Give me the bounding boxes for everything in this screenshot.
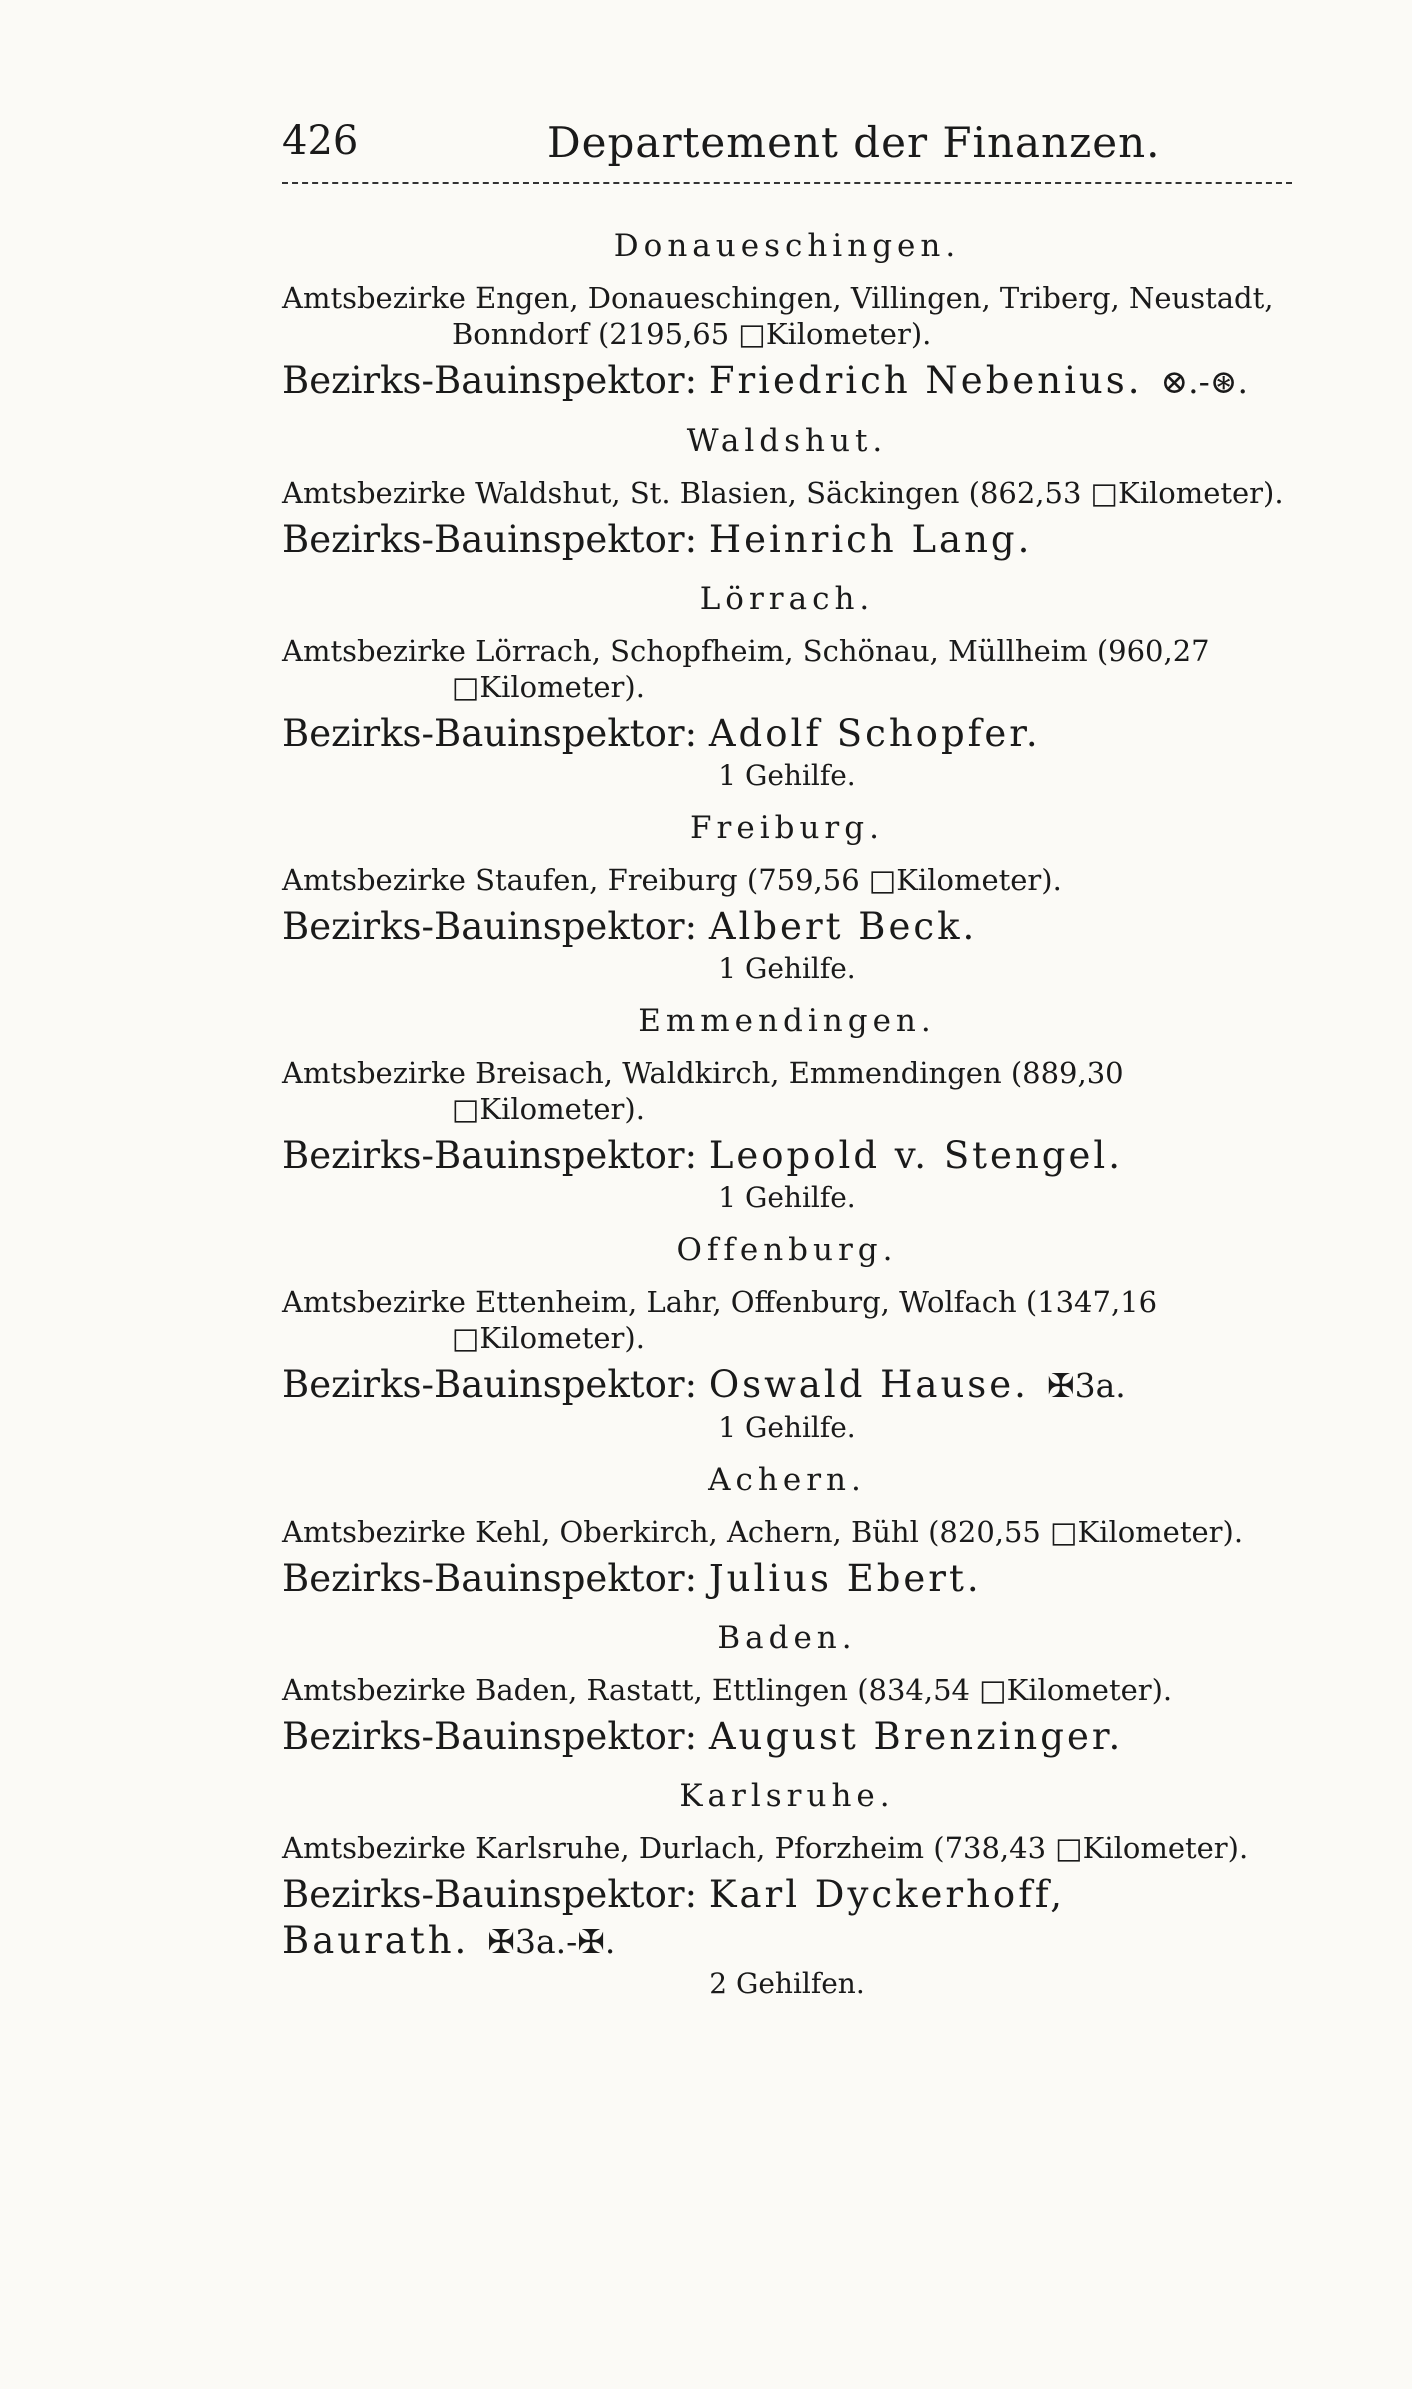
assistants-count: 1 Gehilfe. bbox=[718, 1411, 856, 1444]
order-decoration-icon: ✠3a. bbox=[1046, 1366, 1126, 1405]
section-title: Freiburg. bbox=[690, 810, 884, 846]
header-rule bbox=[282, 182, 1292, 184]
inspector-line bbox=[282, 1872, 1292, 1965]
district-list: Amtsbezirke Lörrach, Schopfheim, Schönau, Müllheim (960,27 □Kilometer). bbox=[282, 634, 1210, 704]
district-list: Amtsbezirke Engen, Donaueschingen, Villingen, Triberg, Neustadt, Bonndorf (2195,65 □Kilometer). bbox=[282, 281, 1274, 351]
inspector-label: Bezirks-Bauinspektor: bbox=[282, 712, 698, 755]
district-list: Amtsbezirke Baden, Rastatt, Ettlingen (834,54 □Kilometer). bbox=[282, 1673, 1173, 1707]
section-title: Achern. bbox=[708, 1462, 866, 1498]
inspector-line bbox=[282, 1362, 1292, 1409]
district-list: Amtsbezirke Karlsruhe, Durlach, Pforzheim (738,43 □Kilometer). bbox=[282, 1831, 1249, 1865]
district-section bbox=[282, 810, 1292, 985]
assistants-count: 2 Gehilfen. bbox=[709, 1967, 865, 2000]
section-title: Waldshut. bbox=[686, 423, 888, 459]
inspector-label: Bezirks-Bauinspektor: bbox=[282, 1134, 698, 1177]
inspector-line bbox=[282, 904, 1292, 950]
district-list: Amtsbezirke Staufen, Freiburg (759,56 □Kilometer). bbox=[282, 863, 1062, 897]
inspector-name: August Brenzinger. bbox=[708, 1715, 1124, 1758]
assistants-count: 1 Gehilfe. bbox=[718, 1181, 856, 1214]
section-title: Offenburg. bbox=[676, 1232, 898, 1268]
section-title: Emmendingen. bbox=[638, 1003, 936, 1039]
inspector-line bbox=[282, 1133, 1292, 1179]
inspector-name: Albert Beck. bbox=[708, 905, 978, 948]
district-section bbox=[282, 581, 1292, 792]
inspector-label: Bezirks-Bauinspektor: bbox=[282, 905, 698, 948]
inspector-label: Bezirks-Bauinspektor: bbox=[282, 1363, 698, 1406]
district-section bbox=[282, 1620, 1292, 1760]
inspector-line bbox=[282, 517, 1292, 563]
order-decoration-icon: ⊗.-⊛. bbox=[1160, 362, 1248, 401]
district-section bbox=[282, 1232, 1292, 1444]
inspector-line bbox=[282, 358, 1292, 405]
assistants-count: 1 Gehilfe. bbox=[718, 952, 856, 985]
section-title: Donaueschingen. bbox=[613, 228, 961, 264]
page-number: 426 bbox=[282, 118, 359, 164]
page-header bbox=[282, 118, 1292, 178]
district-section bbox=[282, 1778, 1292, 2000]
inspector-label: Bezirks-Bauinspektor: bbox=[282, 518, 698, 561]
inspector-name: Oswald Hause. bbox=[708, 1363, 1029, 1406]
inspector-name: Heinrich Lang. bbox=[708, 518, 1033, 561]
inspector-name: Julius Ebert. bbox=[708, 1557, 982, 1600]
section-title: Baden. bbox=[717, 1620, 857, 1656]
inspector-line bbox=[282, 1556, 1292, 1602]
inspector-label: Bezirks-Bauinspektor: bbox=[282, 359, 698, 402]
district-section bbox=[282, 228, 1292, 405]
inspector-name: Leopold v. Stengel. bbox=[708, 1134, 1123, 1177]
district-section bbox=[282, 423, 1292, 563]
district-list: Amtsbezirke Ettenheim, Lahr, Offenburg, Wolfach (1347,16 □Kilometer). bbox=[282, 1285, 1158, 1355]
inspector-label: Bezirks-Bauinspektor: bbox=[282, 1715, 698, 1758]
inspector-label: Bezirks-Bauinspektor: bbox=[282, 1873, 698, 1916]
directory-listing bbox=[282, 228, 1292, 2018]
inspector-name: Adolf Schopfer. bbox=[708, 712, 1041, 755]
district-list: Amtsbezirke Kehl, Oberkirch, Achern, Bühl (820,55 □Kilometer). bbox=[282, 1515, 1244, 1549]
assistants-count: 1 Gehilfe. bbox=[718, 759, 856, 792]
inspector-line bbox=[282, 1714, 1292, 1760]
district-section bbox=[282, 1462, 1292, 1602]
district-section bbox=[282, 1003, 1292, 1214]
inspector-name: Friedrich Nebenius. bbox=[708, 359, 1143, 402]
running-title: Departement der Finanzen. bbox=[547, 118, 1161, 167]
district-list: Amtsbezirke Breisach, Waldkirch, Emmendingen (889,30 □Kilometer). bbox=[282, 1056, 1124, 1126]
section-title: Karlsruhe. bbox=[679, 1778, 895, 1814]
inspector-line bbox=[282, 711, 1292, 757]
order-decoration-icon: ✠3a.-✠. bbox=[487, 1922, 616, 1961]
inspector-name: Karl Dyckerhoff, Baurath. bbox=[282, 1873, 1066, 1962]
district-list: Amtsbezirke Waldshut, St. Blasien, Säckingen (862,53 □Kilometer). bbox=[282, 476, 1284, 510]
section-title: Lörrach. bbox=[699, 581, 875, 617]
inspector-label: Bezirks-Bauinspektor: bbox=[282, 1557, 698, 1600]
